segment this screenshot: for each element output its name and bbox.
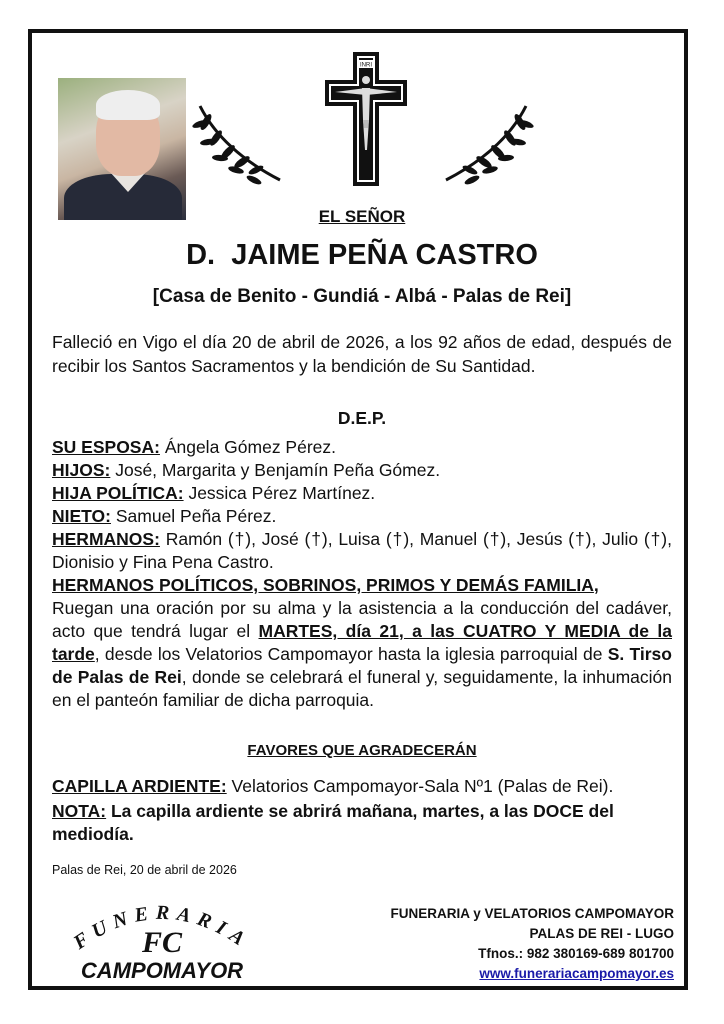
note-label: NOTA:	[52, 801, 107, 821]
contact-company: FUNERARIA y VELATORIOS CAMPOMAYOR	[390, 906, 674, 921]
daughter-in-law-value: Jessica Pérez Martínez.	[183, 483, 376, 503]
left-laurel-icon	[192, 100, 284, 190]
note-line	[52, 800, 672, 846]
deceased-photo	[58, 78, 186, 220]
funeral-part2: , desde los Velatorios Campomayor hasta la iglesia parroquial de	[94, 644, 608, 664]
right-laurel-icon	[442, 100, 534, 190]
contact-location: PALAS DE REI - LUGO	[529, 926, 674, 941]
funeral-part3: , donde se celebrará el funeral y, seguidamente, la inhumación en el panteón familiar de dicha parroquia.	[52, 667, 672, 710]
daughter-in-law-label: HIJA POLÍTICA:	[52, 483, 184, 503]
contact-phones: Tfnos.: 982 380169-689 801700	[478, 946, 674, 961]
logo-monogram: FC	[141, 926, 183, 959]
logo-name: CAMPOMAYOR	[80, 958, 244, 983]
relatives-label: HERMANOS POLÍTICOS, SOBRINOS, PRIMOS Y DEMÁS FAMILIA	[52, 575, 594, 595]
chapel-label: CAPILLA ARDIENTE:	[52, 776, 227, 796]
place-date: Palas de Rei, 20 de abril de 2026	[52, 863, 237, 877]
children-label: HIJOS:	[52, 460, 111, 480]
note-value: La capilla ardiente se abrirá mañana, martes, a las DOCE del mediodía.	[52, 801, 614, 844]
relatives-comma: ,	[593, 575, 599, 595]
relatives-line	[52, 574, 672, 597]
funeral-church: S. Tirso de Palas de Rei	[52, 644, 672, 687]
siblings-value: Ramón (†), José (†), Luisa (†), Manuel (†), Jesús (†), Julio (†), Dionisio y Fina Pena Castro.	[52, 529, 672, 572]
thanks-text: FAVORES QUE AGRADECERÁN	[247, 742, 477, 759]
house-origin: [Casa de Benito - Gundiá - Albá - Palas de Rei]	[152, 286, 572, 307]
logo-arc-textpath: FUNERARIA	[69, 901, 255, 954]
spouse-line	[52, 436, 672, 459]
daughter-in-law-line	[52, 482, 672, 505]
contact-block	[390, 904, 674, 984]
contact-website-link[interactable]: www.funerariacampomayor.es	[479, 966, 674, 981]
funeraria-logo	[52, 894, 274, 986]
funeral-when: MARTES, día 21, a las CUATRO Y MEDIA de la tarde	[52, 621, 672, 664]
crucifix-icon	[323, 50, 409, 188]
grandson-label: NIETO:	[52, 506, 111, 526]
funeral-text	[52, 597, 672, 712]
deceased-name: D. JAIME PEÑA CASTRO	[186, 239, 538, 271]
spouse-value: Ángela Gómez Pérez.	[159, 437, 337, 457]
cross-plaque-text: INRI	[360, 62, 372, 69]
funeral-part1: Ruegan una oración por su alma y la asistencia a la conducción del cadáver, acto que tendrá lugar el	[52, 598, 672, 641]
family-section	[52, 436, 672, 712]
chapel-line	[52, 774, 672, 798]
chapel-value: Velatorios Campomayor-Sala Nº1 (Palas de Rei).	[226, 776, 614, 796]
grandson-line	[52, 505, 672, 528]
spouse-label: SU ESPOSA:	[52, 437, 160, 457]
siblings-line	[52, 528, 672, 574]
children-line	[52, 459, 672, 482]
title-small: EL SEÑOR	[318, 207, 406, 226]
grandson-value: Samuel Peña Pérez.	[111, 506, 277, 526]
siblings-label: HERMANOS:	[52, 529, 160, 549]
rip-text: D.E.P.	[337, 408, 387, 428]
children-value: José, Margarita y Benjamín Peña Gómez.	[110, 460, 441, 480]
death-notice: Falleció en Vigo el día 20 de abril de 2026, a los 92 años de edad, después de recibir los Santos Sacramentos y la bendición de Su Santidad.	[52, 332, 672, 376]
